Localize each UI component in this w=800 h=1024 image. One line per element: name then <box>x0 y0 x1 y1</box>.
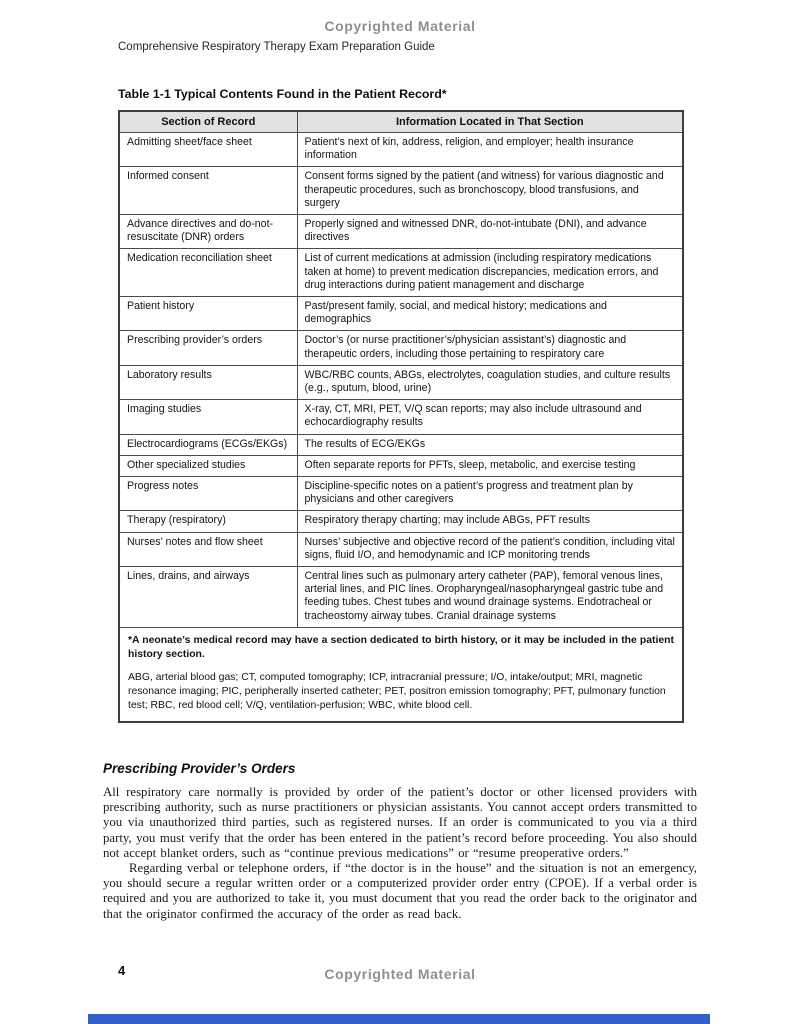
info-cell: The results of ECG/EKGs <box>297 434 683 455</box>
table-row <box>119 249 683 297</box>
section-cell: Advance directives and do-not-resuscitate (DNR) orders <box>119 215 297 249</box>
table-row <box>119 297 683 331</box>
section-cell: Lines, drains, and airways <box>119 567 297 628</box>
table-row <box>119 133 683 167</box>
body-paragraph-2: Regarding verbal or telephone orders, if “the doctor is in the house” and the situation is not an emergency, you should secure a regular written order or a computerized provider order entry (CPOE). If a verbal order is required and you are authorized to take it, you must document that you read the order back to the originator and that the originator confirmed the accuracy of the order as read back. <box>103 860 697 921</box>
section-cell: Therapy (respiratory) <box>119 511 297 532</box>
info-cell: Nurses’ subjective and objective record of the patient’s condition, including vital signs, fluid I/O, and hemodynamic and ICP monitoring trends <box>297 532 683 566</box>
section-cell: Imaging studies <box>119 400 297 434</box>
table-row <box>119 331 683 365</box>
section-cell: Electrocardiograms (ECGs/EKGs) <box>119 434 297 455</box>
table-title: Table 1-1 Typical Contents Found in the Patient Record* <box>118 87 447 101</box>
info-cell: Past/present family, social, and medical history; medications and demographics <box>297 297 683 331</box>
table-row <box>119 400 683 434</box>
section-cell: Progress notes <box>119 477 297 511</box>
table-row <box>119 434 683 455</box>
section-cell: Patient history <box>119 297 297 331</box>
body-paragraph-1: All respiratory care normally is provided by order of the patient’s doctor or other licensed providers with prescribing authority, such as nurse practitioners or physician assistants. You cannot accept orders transmitted to you via unauthorized third parties, such as registered nurses. If an order is communicated to you via a third party, you must verify that the order has been entered in the patient’s record before proceeding. You also should not accept blanket orders, such as “continue previous medications” or “resume preoperative orders.” <box>103 784 697 860</box>
info-cell: WBC/RBC counts, ABGs, electrolytes, coagulation studies, and culture results (e.g., sputum, blood, urine) <box>297 365 683 399</box>
body-section <box>103 761 697 922</box>
table-row <box>119 477 683 511</box>
table-row <box>119 455 683 476</box>
section-cell: Nurses’ notes and flow sheet <box>119 532 297 566</box>
section-cell: Laboratory results <box>119 365 297 399</box>
info-cell: Respiratory therapy charting; may include ABGs, PFT results <box>297 511 683 532</box>
section-cell: Medication reconciliation sheet <box>119 249 297 297</box>
table-body <box>119 133 683 628</box>
info-cell: Discipline-specific notes on a patient’s progress and treatment plan by physicians and other caregivers <box>297 477 683 511</box>
section-cell: Admitting sheet/face sheet <box>119 133 297 167</box>
table-header-row <box>119 111 683 133</box>
table-row <box>119 511 683 532</box>
table-row <box>119 215 683 249</box>
copyright-banner-bottom: Copyrighted Material <box>324 966 476 982</box>
column-header-info: Information Located in That Section <box>297 111 683 133</box>
info-cell: Consent forms signed by the patient (and witness) for various diagnostic and therapeutic procedures, such as bronchoscopy, blood transfusions, and surgery <box>297 167 683 215</box>
info-cell: Often separate reports for PFTs, sleep, metabolic, and exercise testing <box>297 455 683 476</box>
info-cell: X-ray, CT, MRI, PET, V/Q scan reports; may also include ultrasound and echocardiography results <box>297 400 683 434</box>
footer-bar <box>88 1014 710 1024</box>
section-cell: Other specialized studies <box>119 455 297 476</box>
column-header-section: Section of Record <box>119 111 297 133</box>
copyright-banner-top: Copyrighted Material <box>324 18 476 34</box>
info-cell: Doctor’s (or nurse practitioner’s/physician assistant’s) diagnostic and therapeutic orders, including those pertaining to respiratory care <box>297 331 683 365</box>
section-heading: Prescribing Provider’s Orders <box>103 760 296 776</box>
page-number: 4 <box>118 963 126 978</box>
table-row <box>119 365 683 399</box>
table-row <box>119 567 683 628</box>
section-cell: Prescribing provider’s orders <box>119 331 297 365</box>
info-cell: Properly signed and witnessed DNR, do-not-intubate (DNI), and advance directives <box>297 215 683 249</box>
patient-record-table <box>118 110 684 723</box>
table-footnote-asterisk: *A neonate’s medical record may have a section dedicated to birth history, or it may be included in the patient history section. <box>128 634 674 660</box>
section-cell: Informed consent <box>119 167 297 215</box>
info-cell: Patient’s next of kin, address, religion, and employer; health insurance information <box>297 133 683 167</box>
table-row <box>119 167 683 215</box>
table-footnote-abbreviations: ABG, arterial blood gas; CT, computed tomography; ICP, intracranial pressure; I/O, intake/output; MRI, magnetic resonance imaging; PIC, peripherally inserted catheter; PET, positron emission tomography; PFT, pulmonary function test; RBC, red blood cell; V/Q, ventilation-perfusion; WBC, white blood cell. <box>128 671 666 711</box>
table-row <box>119 532 683 566</box>
info-cell: Central lines such as pulmonary artery catheter (PAP), femoral venous lines, arterial lines, and PIC lines. Oropharyngeal/nasopharyngeal gastric tube and feeding tubes. Chest tubes and wound drainage systems. Endotracheal or tracheostomy airway tubes. Cranial drainage systems <box>297 567 683 628</box>
running-head: Comprehensive Respiratory Therapy Exam Preparation Guide <box>118 41 435 53</box>
info-cell: List of current medications at admission (including respiratory medications taken at home) to prevent medication discrepancies, medication errors, and drug interactions during patient management and discharge <box>297 249 683 297</box>
